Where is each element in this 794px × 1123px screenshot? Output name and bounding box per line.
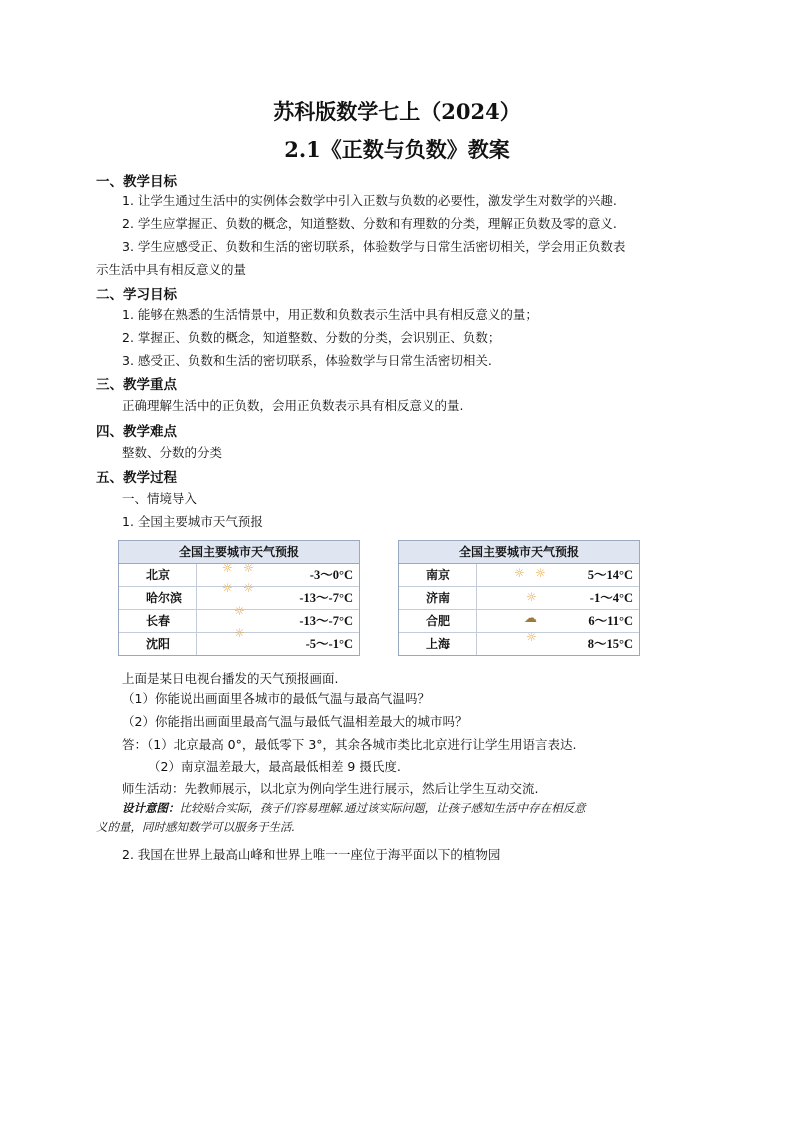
temperature-range: -3～0°C — [309, 568, 353, 582]
design-intent-text-cont: 义的量，同时感知数学可以服务于生活. — [96, 820, 296, 834]
city-name: 南京 — [399, 564, 477, 586]
process-item-1: 1. 全国主要城市天气预报 — [122, 514, 263, 529]
city-name: 北京 — [119, 564, 197, 586]
teacher-student-activity: 师生活动：先教师展示，以北京为例向学生进行展示，然后让学生互动交流. — [122, 781, 539, 796]
table-row: 北京 ☼ ☼ -3～0°C — [119, 564, 359, 587]
design-intent-label: 设计意图： — [122, 801, 180, 815]
weather-table-right — [398, 540, 640, 656]
table-row: 长春 ☼ -13～-7°C — [119, 610, 359, 633]
temperature-range: 6～11°C — [588, 614, 633, 628]
doc-title-line2: 2.1《正数与负数》教案 — [284, 137, 510, 162]
question-1: （1）你能说出画面里各城市的最低气温与最高气温吗？ — [122, 691, 430, 706]
section-heading-key-points: 三、教学重点 — [96, 377, 177, 393]
difficulties-text: 整数、分数的分类 — [122, 445, 223, 460]
city-name: 沈阳 — [119, 633, 197, 655]
table-row: 南京 ☼ ☼ 5～14°C — [399, 564, 639, 587]
weather-table-header: 全国主要城市天气预报 — [119, 541, 359, 564]
table-row: 合肥 ☁ 6～11°C — [399, 610, 639, 633]
key-points-text: 正确理解生活中的正负数，会用正负数表示具有相反意义的量. — [122, 398, 464, 413]
city-name: 济南 — [399, 587, 477, 609]
section-heading-goals: 一、教学目标 — [96, 174, 177, 190]
weather-table-left — [118, 540, 360, 656]
table-row: 上海 ☼ 8～15°C — [399, 633, 639, 655]
temperature-range: -5～-1°C — [305, 637, 353, 651]
goal-item-3: 3. 学生应感受正、负数和生活的密切联系，体验数学与日常生活密切相关，学会用正负数表 — [122, 239, 626, 254]
doc-title-line1: 苏科版数学七上（2024） — [273, 99, 521, 124]
answer-1: 答：（1）北京最高 0°，最低零下 3°，其余各城市类比北京进行让学生用语言表达. — [122, 737, 577, 752]
section-heading-learning: 二、学习目标 — [96, 287, 177, 303]
design-intent-text: 比较贴合实际，孩子们容易理解.通过该实际问题，让孩子感知生活中存在相反意 — [179, 801, 586, 815]
learning-item-3: 3. 感受正、负数和生活的密切联系，体验数学与日常生活密切相关. — [122, 353, 492, 368]
temperature-range: -13～-7°C — [299, 591, 353, 605]
process-item-2: 2. 我国在世界上最高山峰和世界上唯一一座位于海平面以下的植物园 — [122, 847, 501, 862]
table-row: 哈尔滨 ☼ ☼ -13～-7°C — [119, 587, 359, 610]
section-heading-difficulties: 四、教学难点 — [96, 424, 177, 440]
table-row: 沈阳 ☼ -5～-1°C — [119, 633, 359, 655]
temperature-range: -1～4°C — [589, 591, 633, 605]
goal-item-3-cont: 示生活中具有相反意义的量 — [96, 262, 247, 277]
process-subheading: 一、情境导入 — [122, 491, 198, 506]
weather-table-header: 全国主要城市天气预报 — [399, 541, 639, 564]
city-name: 长春 — [119, 610, 197, 632]
design-intent — [96, 799, 701, 837]
question-2: （2）你能指出画面里最高气温与最低气温相差最大的城市吗？ — [122, 714, 468, 729]
temperature-range: -13～-7°C — [299, 614, 353, 628]
temperature-range: 5～14°C — [587, 568, 633, 582]
answer-2: （2）南京温差最大，最高最低相差 9 摄氏度. — [148, 759, 401, 774]
city-name: 上海 — [399, 633, 477, 655]
table-row: 济南 ☼ -1～4°C — [399, 587, 639, 610]
learning-item-1: 1. 能够在熟悉的生活情景中，用正数和负数表示生活中具有相反意义的量； — [122, 307, 538, 322]
temperature-range: 8～15°C — [587, 637, 633, 651]
city-name: 哈尔滨 — [119, 587, 197, 609]
city-name: 合肥 — [399, 610, 477, 632]
learning-item-2: 2. 掌握正、负数的概念，知道整数、分数的分类，会识别正、负数； — [122, 330, 501, 345]
goal-item-2: 2. 学生应掌握正、负数的概念，知道整数、分数和有理数的分类，理解正负数及零的意义. — [122, 216, 617, 231]
forecast-description: 上面是某日电视台播发的天气预报画面. — [122, 671, 339, 686]
goal-item-1: 1. 让学生通过生活中的实例体会数学中引入正数与负数的必要性，激发学生对数学的兴趣. — [122, 193, 617, 208]
section-heading-process: 五、教学过程 — [96, 470, 177, 486]
